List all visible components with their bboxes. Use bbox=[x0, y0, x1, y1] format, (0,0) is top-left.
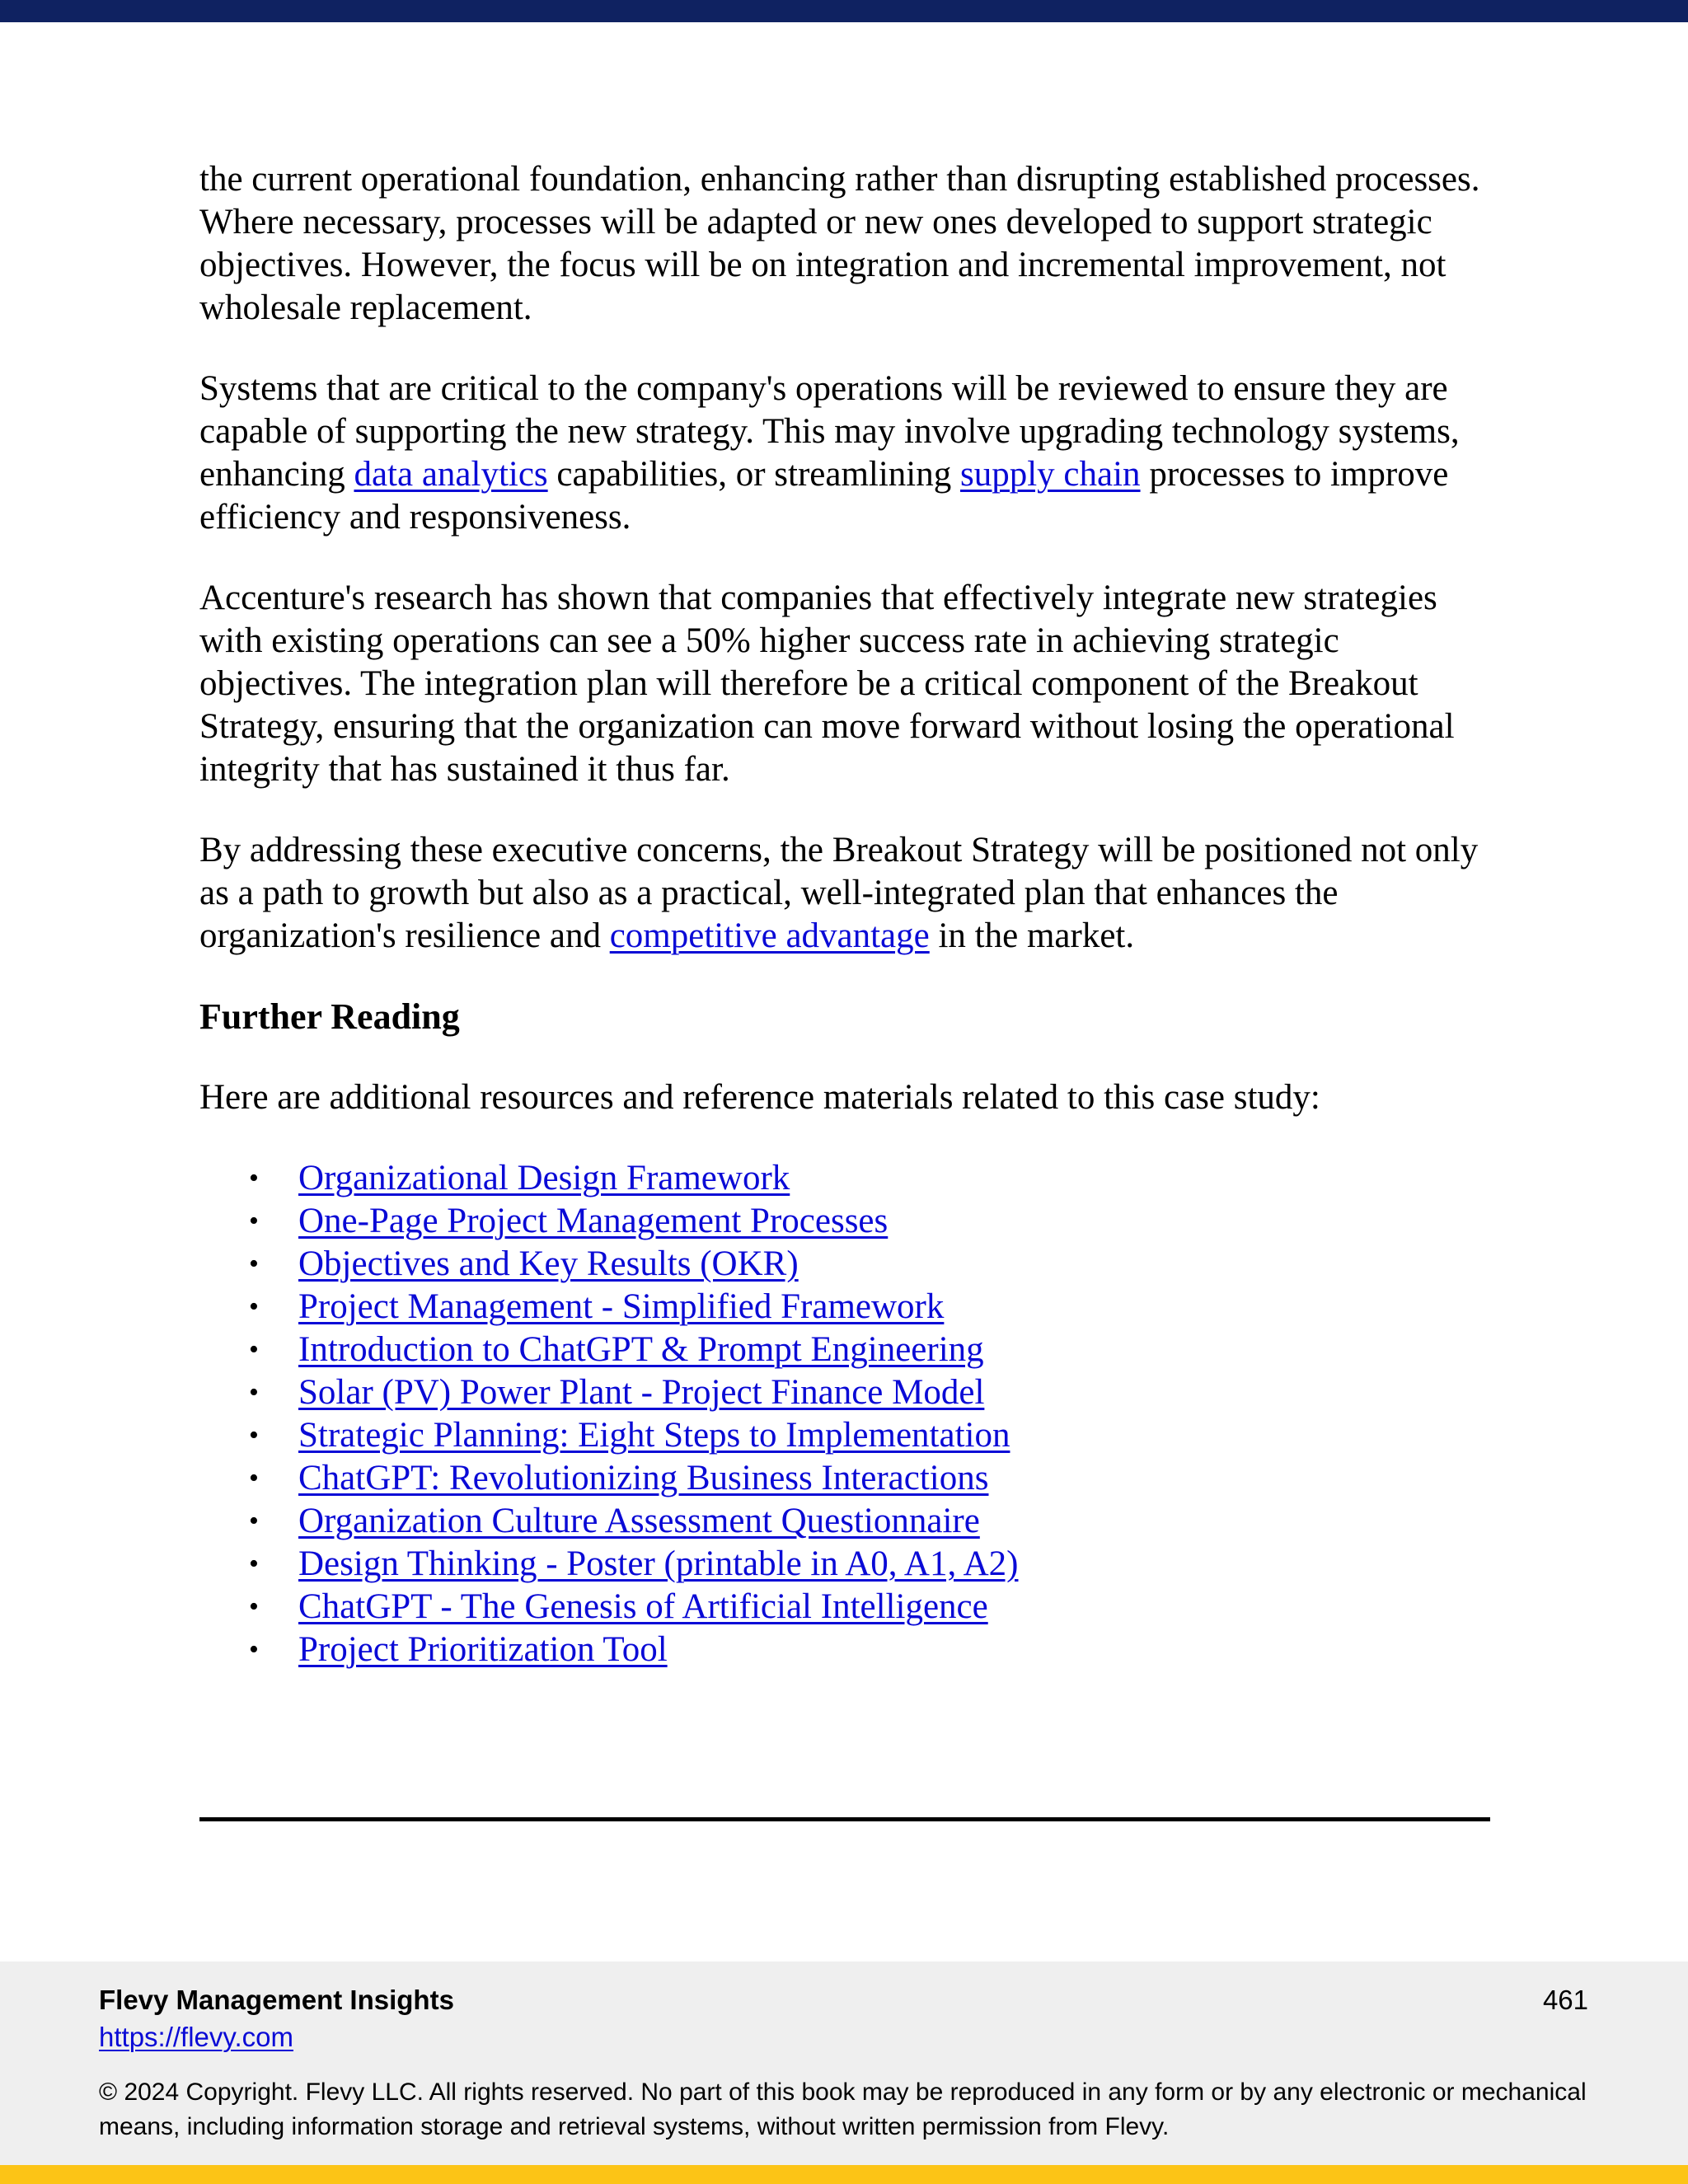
paragraph-research: Accenture's research has shown that companies that effectively integrate new strategies with existing operations can see a 50% higher success rate in achieving strategic objectives. The integration plan will therefore be a critical component of the Breakout Strategy, ensuring that the organization can move forward without losing the operational integrity that has sustained it thus far. bbox=[199, 579, 1455, 789]
header-band bbox=[0, 0, 1688, 22]
bullet-icon: • bbox=[249, 1549, 259, 1579]
paragraph-integration: the current operational foundation, enhancing rather than disrupting established processes. Where necessary, processes will be adapted or new ones developed to support strategic objectives. However, the focus will be on integration and incremental improvement, not wholesale replacement. bbox=[199, 160, 1480, 327]
link-competitive-advantage[interactable]: competitive advantage bbox=[609, 916, 930, 955]
reading-link[interactable]: Solar (PV) Power Plant - Project Finance Model bbox=[298, 1373, 985, 1412]
list-item bbox=[249, 1243, 1492, 1286]
list-item bbox=[249, 1586, 1492, 1629]
paragraph-conclusion bbox=[199, 829, 1492, 958]
bullet-icon: • bbox=[249, 1206, 259, 1236]
reading-link[interactable]: Project Prioritization Tool bbox=[298, 1630, 668, 1669]
bullet-icon: • bbox=[249, 1506, 259, 1536]
list-item bbox=[249, 1200, 1492, 1243]
reading-link[interactable]: One-Page Project Management Processes bbox=[298, 1202, 889, 1240]
list-item bbox=[249, 1543, 1492, 1586]
list-item bbox=[249, 1457, 1492, 1500]
bullet-icon: • bbox=[249, 1163, 259, 1193]
bullet-icon: • bbox=[249, 1634, 259, 1665]
paragraph-text: processes to improve efficiency and responsiveness. bbox=[199, 455, 1449, 537]
paragraph-text: Systems that are critical to the company's operations will be reviewed to ensure they are capable of supporting the new strategy. This may involve upgrading technology systems, enhancing bbox=[199, 369, 1460, 494]
divider-line bbox=[199, 1817, 1490, 1821]
reading-link[interactable]: Design Thinking - Poster (printable in A0, A1, A2) bbox=[298, 1544, 1019, 1583]
paragraph-text: By addressing these executive concerns, the Breakout Strategy will be positioned not only as a path to growth but also as a practical, well-integrated plan that enhances the organization's resilience and bbox=[199, 831, 1479, 955]
footer-band bbox=[0, 2165, 1688, 2184]
list-item bbox=[249, 1329, 1492, 1371]
reading-link[interactable]: Strategic Planning: Eight Steps to Implementation bbox=[298, 1416, 1010, 1455]
bullet-icon: • bbox=[249, 1291, 259, 1322]
bullet-icon: • bbox=[249, 1591, 259, 1622]
paragraph-text: in the market. bbox=[929, 916, 1135, 955]
reading-link[interactable]: Objectives and Key Results (OKR) bbox=[298, 1244, 799, 1283]
reading-link[interactable]: Introduction to ChatGPT & Prompt Engineering bbox=[298, 1330, 984, 1369]
copyright-notice: © 2024 Copyright. Flevy LLC. All rights reserved. No part of this book may be reproduced in any form or by any electronic or mechanical means, including information storage and retrieval systems, without written permission from Flevy. bbox=[99, 2079, 1587, 2140]
page-content bbox=[199, 158, 1492, 1671]
bullet-icon: • bbox=[249, 1377, 259, 1408]
bullet-icon: • bbox=[249, 1463, 259, 1493]
paragraph-systems bbox=[199, 368, 1492, 539]
reading-link[interactable]: ChatGPT - The Genesis of Artificial Intelligence bbox=[298, 1587, 988, 1626]
list-item bbox=[249, 1500, 1492, 1543]
list-item bbox=[249, 1286, 1492, 1329]
list-item bbox=[249, 1629, 1492, 1671]
list-item bbox=[249, 1157, 1492, 1200]
footer-brand: Flevy Management Insights bbox=[99, 1985, 454, 2015]
list-item bbox=[249, 1414, 1492, 1457]
list-item bbox=[249, 1371, 1492, 1414]
bullet-icon: • bbox=[249, 1420, 259, 1451]
reading-link[interactable]: Project Management - Simplified Framework bbox=[298, 1287, 945, 1326]
footer bbox=[0, 1961, 1688, 2165]
reading-link[interactable]: ChatGPT: Revolutionizing Business Interactions bbox=[298, 1459, 989, 1497]
bullet-icon: • bbox=[249, 1249, 259, 1279]
further-reading-intro: Here are additional resources and reference materials related to this case study: bbox=[199, 1078, 1320, 1117]
further-reading-list bbox=[199, 1157, 1492, 1671]
section-heading: Further Reading bbox=[199, 996, 460, 1037]
link-data-analytics[interactable]: data analytics bbox=[354, 455, 548, 494]
page-number: 461 bbox=[1542, 1985, 1588, 2015]
reading-link[interactable]: Organization Culture Assessment Questionnaire bbox=[298, 1502, 980, 1540]
link-supply-chain[interactable]: supply chain bbox=[960, 455, 1141, 494]
bullet-icon: • bbox=[249, 1334, 259, 1365]
paragraph-text: capabilities, or streamlining bbox=[547, 455, 960, 494]
footer-website-link[interactable]: https://flevy.com bbox=[99, 2022, 293, 2052]
reading-link[interactable]: Organizational Design Framework bbox=[298, 1159, 790, 1197]
